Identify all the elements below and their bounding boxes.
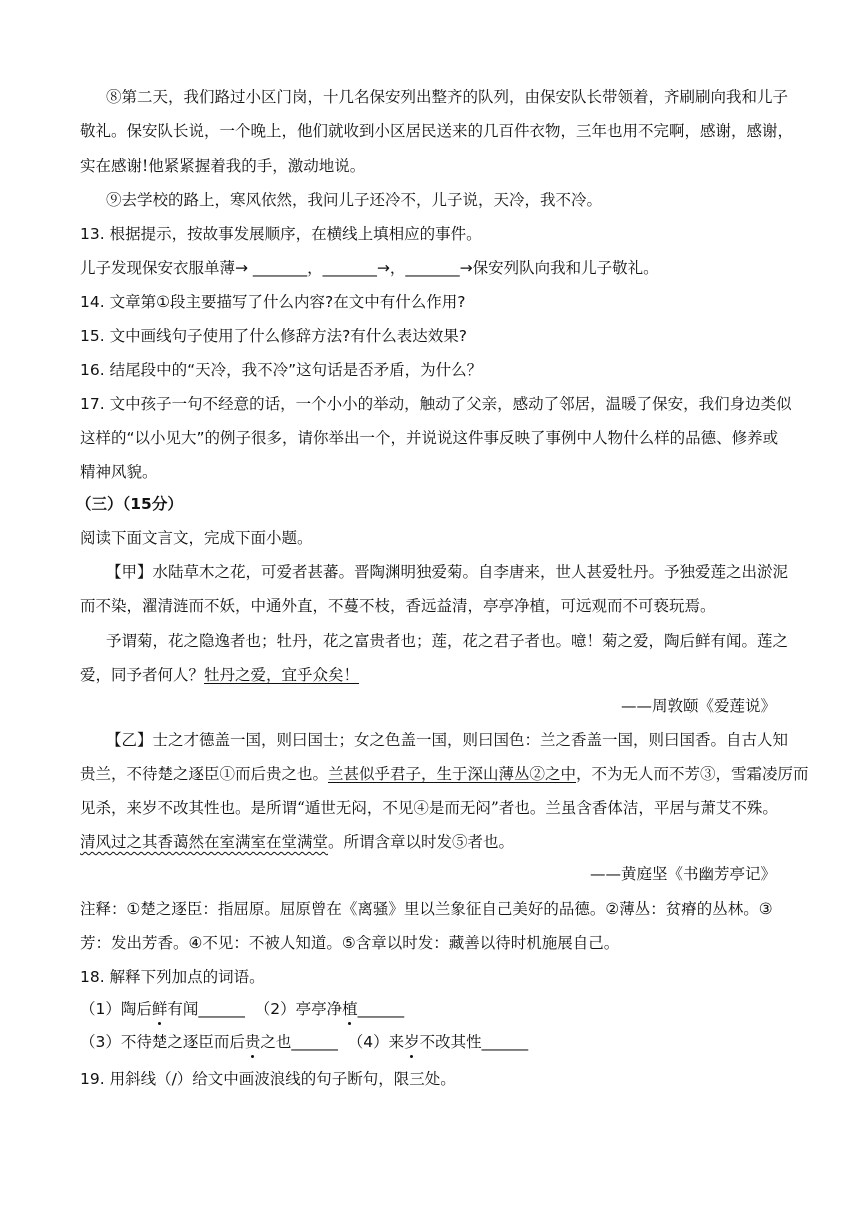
passage-yi-line-4-post: 。所谓含章以时发⑤者也。 (328, 833, 515, 851)
q18-item-2-pre: （2）亭亭净 (254, 1000, 343, 1018)
section-3-heading: （三）（15分） (76, 495, 183, 513)
passage-yi-line-2 (80, 763, 809, 785)
passage-yi-line-4 (80, 831, 514, 853)
passage-yi-line-2-post: ，不为无人而不芳③，雪霜凌厉而 (576, 765, 809, 783)
underlined-sentence: 兰甚似乎君子，生于深山薄丛②之中 (328, 765, 577, 783)
story-paragraph-8-line-1: ⑧第二天，我们路过小区门岗，十几名保安列出整齐的队列，由保安队长带领着，齐刷刷向我和儿子 (106, 88, 789, 106)
q18-item-2-post: ______ (357, 1000, 405, 1018)
passage-jia-line-1: 【甲】水陆草木之花，可爱者甚蕃。晋陶渊明独爱菊。自李唐来，世人甚爱牡丹。予独爱莲之出淤泥 (106, 563, 789, 581)
passage-yi-line-1: 【乙】士之才德盖一国，则曰国士；女之色盖一国，则曰国色：兰之香盖一国，则曰国香。自古人知 (106, 731, 789, 749)
question-15: 15. 文中画线句子使用了什么修辞方法?有什么表达效果? (80, 327, 468, 345)
q18-item-4-post: 不改其性______ (419, 1033, 529, 1051)
q18-item-1 (80, 1000, 245, 1018)
question-13-fill-blanks: 儿子发现保安衣服单薄→ _______，_______→，_______→保安列队向我和儿子敬礼。 (80, 259, 659, 277)
passage-jia-line-4 (80, 664, 359, 686)
q18-item-1-post: 有闻______ (167, 1000, 245, 1018)
annotation-line-2: 芳：发出芳香。④不见：不被人知道。⑤含章以时发：藏善以待时机施展自己。 (80, 934, 620, 952)
question-18-items-1-2 (80, 998, 404, 1020)
q18-item-3-pre: （3）不待楚之逐臣而后 (80, 1033, 245, 1051)
question-16: 16. 结尾段中的“天冷，我不冷”这句话是否矛盾，为什么？ (80, 361, 483, 379)
q18-item-1-dotted-word: 鲜 (151, 1000, 168, 1018)
passage-yi-line-3: 见杀，来岁不改其性也。是所谓“遁世无闷，不见④是而无闷”者也。兰虽含香体洁，平居与萧艾不殊。 (80, 799, 778, 817)
q18-item-3-post: 之也______ (260, 1033, 338, 1051)
question-17-line-3: 精神风貌。 (80, 463, 158, 481)
q18-item-3-dotted-word: 贵 (244, 1033, 261, 1051)
passage-yi-source: ——黄庭坚《书幽芳亭记》 (589, 865, 776, 883)
passage-jia-line-4-text: 爱，同予者何人？ (80, 666, 205, 684)
question-18-items-3-4 (80, 1031, 528, 1053)
q18-item-4-dotted-word: 岁 (404, 1033, 420, 1051)
question-17-line-2: 这样的“以小见大”的例子很多，请你举出一个，并说说这件事反映了事例中人物什么样的品德、修养或 (80, 429, 779, 447)
q18-item-4-pre: （4）来 (347, 1033, 405, 1051)
question-13: 13. 根据提示，按故事发展顺序，在横线上填相应的事件。 (80, 225, 482, 243)
passage-jia-source: ——周敦颐《爱莲说》 (620, 697, 776, 715)
q18-item-1-pre: （1）陶后 (80, 1000, 152, 1018)
story-paragraph-9: ⑨去学校的路上，寒风依然，我问儿子还冷不，儿子说，天冷，我不冷。 (106, 191, 603, 209)
story-paragraph-8-line-2: 敬礼。保安队长说，一个晚上，他们就收到小区居民送来的几百件衣物，三年也用不完啊，感谢，感谢， (80, 122, 794, 140)
question-19: 19. 用斜线（/）给文中画波浪线的句子断句，限三处。 (80, 1070, 456, 1088)
question-17-line-1: 17. 文中孩子一句不经意的话，一个小小的举动，触动了父亲，感动了邻居，温暖了保安，我们身边类似 (80, 395, 792, 413)
story-paragraph-8-line-3: 实在感谢!他紧紧握着我的手，激动地说。 (80, 157, 366, 175)
wavy-underlined-sentence: 清风过之其香蔼然在室满室在堂满堂 (80, 833, 329, 851)
q18-item-2-dotted-word: 植 (342, 1000, 358, 1018)
question-14: 14. 文章第①段主要描写了什么内容?在文中有什么作用? (80, 293, 466, 311)
passage-jia-line-3: 予谓菊，花之隐逸者也；牡丹，花之富贵者也；莲，花之君子者也。噫！菊之爱，陶后鲜有闻。莲之 (106, 632, 789, 650)
q18-item-4 (348, 1033, 528, 1051)
q18-item-2 (255, 1000, 404, 1018)
question-18: 18. 解释下列加点的词语。 (80, 968, 265, 986)
section-3-instruction: 阅读下面文言文，完成下面小题。 (80, 529, 313, 547)
passage-jia-line-2: 而不染，濯清涟而不妖，中通外直，不蔓不枝，香远益清，亭亭净植，可远观而不可亵玩焉。 (80, 597, 716, 615)
annotation-line-1: 注释：①楚之逐臣：指屈原。屈原曾在《离骚》里以兰象征自己美好的品德。②薄丛：贫瘠的丛林。③ (80, 900, 773, 918)
underlined-sentence: 牡丹之爱，宜乎众矣！ (204, 666, 360, 684)
q18-item-3 (80, 1033, 338, 1051)
passage-yi-line-2-pre: 贵兰，不待楚之逐臣①而后贵之也。 (80, 765, 329, 783)
